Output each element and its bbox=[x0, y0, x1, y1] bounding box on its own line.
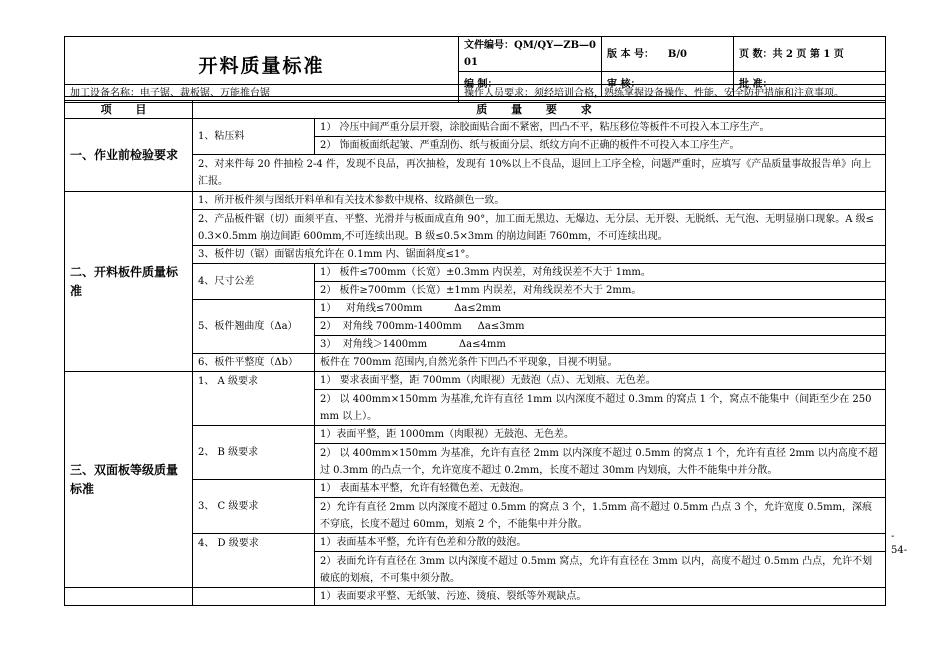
requirement-text: 1） 要求表面平整，距 700mm（肉眼视）无鼓泡（点）、无划痕、无色差。 bbox=[315, 372, 886, 390]
row-label: 4、 D 级要求 bbox=[193, 534, 315, 588]
section-title: 一、作业前检验要求 bbox=[65, 119, 193, 192]
requirement-text: 3、板件切（锯）面锯齿痕允许在 0.1mm 内、锯面斜度≤1°。 bbox=[193, 246, 886, 264]
requirement-text: 1） 对角线≤700mm Δa≤2mm bbox=[315, 300, 886, 318]
section-title: 三、双面板等级质量标准 bbox=[65, 372, 193, 588]
requirement-text: 2）表面允许有直径在 3mm 以内深度不超过 0.5mm 窝点，允许有直径在 3mm 以内，高度不超过 0.5mm 凸点，允许不划破底的划痕，不可集中须分散。 bbox=[315, 552, 886, 588]
requirement-text: 2） 以 400mm×150mm 为基准，允许有直径 2mm 以内深度不超过 0.5mm 的窝点 1 个，允许有直径 2mm 以内高度不超过 0.3mm 的凸点一个，允许宽度不超过 0.2mm，长度不超过 30mm 内划痕，大件不能集中并分散。 bbox=[315, 444, 886, 480]
doc-number: 文件编号：QM/QY—ZB—001 bbox=[459, 37, 602, 72]
document-title: 开料质量标准 bbox=[65, 37, 459, 97]
requirement-text: 2） 以 400mm×150mm 为基准,允许有直径 1mm 以内深度不超过 0.3mm 的窝点 1 个，窝点不能集中（间距至少在 250mm 以上）。 bbox=[315, 390, 886, 426]
row-label: 2、 B 级要求 bbox=[193, 426, 315, 480]
requirement-text: 1、所开板件须与图纸开料单和有关技术参数中规格、纹路颜色一致。 bbox=[193, 192, 886, 210]
equipment-info: 加工设备名称：电子锯、裁板锯、万能推台锯 bbox=[65, 85, 459, 103]
requirement-text: 2） 饰面板面纸起皱、严重刮伤、纸与板面分层、纸纹方向不正确的板件不可投入本工序生产。 bbox=[315, 137, 886, 155]
requirement-text: 1） 板件≤700mm（长宽）±0.3mm 内误差，对角线误差不大于 1mm。 bbox=[315, 264, 886, 282]
column-item: 项 目 bbox=[65, 101, 193, 119]
reviewer-field: 审 核： bbox=[602, 72, 734, 97]
page-number: - 54- bbox=[891, 531, 908, 556]
requirement-text: 2） 板件≥700mm（长宽）±1mm 内误差，对角线误差不大于 2mm。 bbox=[315, 282, 886, 300]
standards-table bbox=[64, 100, 886, 606]
requirement-text: 2、产品板件锯（切）面须平直、平整、光滑并与板面成直角 90°，加工面无黑边、无爆边、无分层、无开裂、无脱纸、无气泡、无明显崩口现象。A 级≤0.3×0.5mm 崩边间距 600mm,不可连续出现。B 级≤0.5×3mm 的崩边间距 760mm，不可连续出现。 bbox=[193, 210, 886, 246]
editor-field: 编 制： bbox=[459, 72, 602, 97]
requirement-text: 1） 表面基本平整，允许有轻微色差、无鼓泡。 bbox=[315, 480, 886, 498]
personnel-info: 操作人员要求：须经培训合格，熟练掌握设备操作、性能、安全防护措施和注意事项。 bbox=[459, 85, 886, 103]
requirement-text: 1）表面要求平整、无纸皱、污迹、烫痕、裂纸等外观缺点。 bbox=[315, 588, 886, 606]
requirement-text: 3） 对角线＞1400mm Δa≤4mm bbox=[315, 336, 886, 354]
row-label: 1、粘压料 bbox=[193, 119, 315, 155]
row-label bbox=[193, 588, 315, 606]
row-label: 6、板件平整度（Δb） bbox=[193, 354, 315, 372]
requirement-text: 1）表面平整，距 1000mm（肉眼视）无鼓泡、无色差。 bbox=[315, 426, 886, 444]
section-title: 二、开料板件质量标准 bbox=[65, 192, 193, 372]
row-label: 1、 A 级要求 bbox=[193, 372, 315, 426]
requirement-text: 2、对来件每 20 件抽检 2-4 件，发现不良品，再次抽检，发现有 10%以上不良品，退回上工序全检，问题严重时，应填写《产品质量事故报告单》向上汇报。 bbox=[193, 155, 886, 192]
approver-field: 批 准： bbox=[734, 72, 886, 97]
row-label: 4、尺寸公差 bbox=[193, 264, 315, 300]
column-requirements: 质 量 要 求 bbox=[193, 101, 886, 119]
requirement-text: 板件在 700mm 范围内,自然光条件下凹凸不平现象，目视不明显。 bbox=[315, 354, 886, 372]
page-info: 页 数：共 2 页 第 1 页 bbox=[734, 37, 886, 72]
requirement-text: 1） 冷压中间严重分层开裂，涂胶面贴合面不紧密，凹凸不平，粘压移位等板件不可投入本工序生产。 bbox=[315, 119, 886, 137]
requirement-text: 2） 对角线 700mm-1400mm Δa≤3mm bbox=[315, 318, 886, 336]
row-label: 3、 C 级要求 bbox=[193, 480, 315, 534]
version: 版 本 号： B/0 bbox=[602, 37, 734, 72]
requirement-text: 1）表面基本平整，允许有色差和分散的鼓泡。 bbox=[315, 534, 886, 552]
row-label: 5、板件翘曲度（Δa） bbox=[193, 300, 315, 354]
section-title bbox=[65, 588, 193, 606]
requirement-text: 2）允许有直径 2mm 以内深度不超过 0.5mm 的窝点 3 个，1.5mm 高不超过 0.5mm 凸点 3 个，允许宽度 0.5mm，深痕不穿底，长度不超过 60mm，划痕 2 个，不能集中并分散。 bbox=[315, 498, 886, 534]
